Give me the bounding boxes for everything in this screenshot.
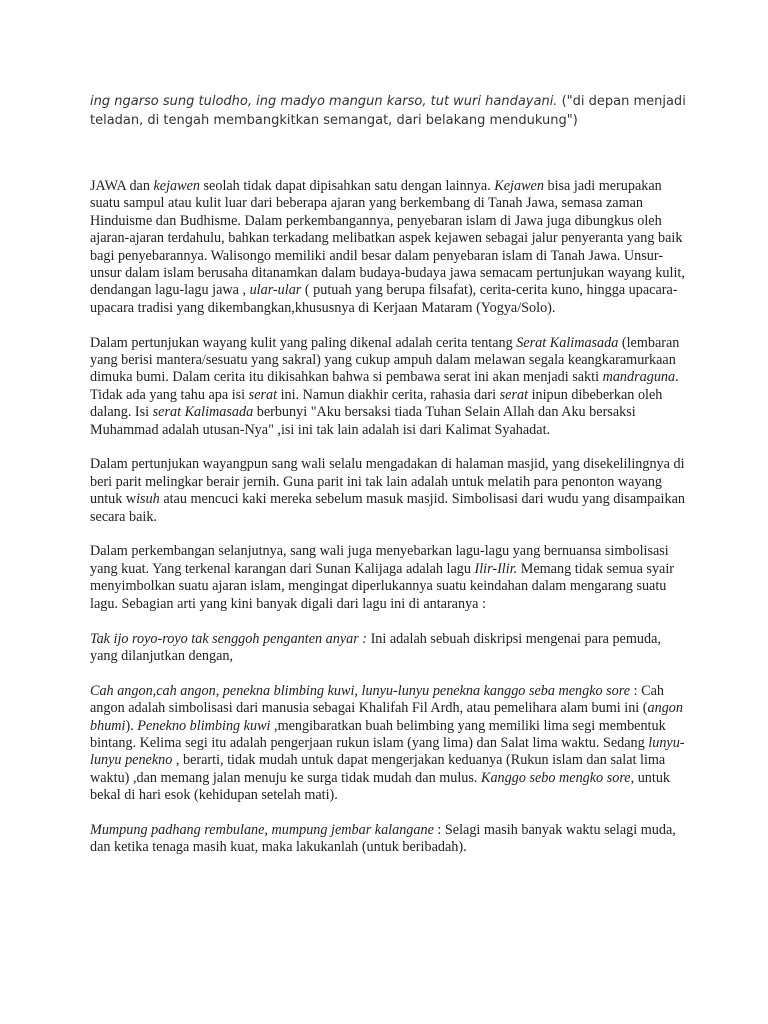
italic-term: angon bhumi <box>90 700 683 734</box>
text-run: atau mencuci kaki mereka sebelum masuk masjid. Simbolisasi dari wudu yang disampaikan secara baik. <box>90 491 685 525</box>
paragraph-7 <box>90 822 688 857</box>
text-run: bisa jadi merupakan suatu sampul atau kulit luar dari beberapa ajaran yang berkembang di Tanah Jawa, semasa zaman Hinduisme dan Budhisme. Dalam perkembangannya, penyebaran islam di Jawa juga dibungkus oleh ajaran-ajaran terdahulu, bahkan terkadang melibatkan aspek kejawen sebagai jalur penyeranta yang baik bagi penyebarannya. Walisongo memiliki andil besar dalam penyebaran islam di Tanah Jawa. Unsur-unsur dalam islam berusaha ditanamkan dalam budaya-budaya jawa semacam pertunjukan wayang kulit, dendangan lagu-lagu jawa , <box>90 178 685 299</box>
italic-term: kejawen <box>153 178 200 194</box>
paragraph-5 <box>90 631 688 666</box>
paragraph-3 <box>90 456 688 526</box>
text-run: ,mengibaratkan buah belimbing yang memiliki lima segi membentuk bintang. Kelima segi itu adalah pengerjaan rukun islam (yang lima) dan Salat lima waktu. Sedang <box>90 717 666 751</box>
italic-term: isuh <box>136 491 160 508</box>
italic-term: serat <box>248 386 278 403</box>
text-run: . Tidak ada yang tahu apa isi <box>90 369 679 403</box>
italic-term: Serat Kalimasada <box>516 334 619 351</box>
article-body <box>90 178 688 874</box>
text-run: , berarti, tidak mudah untuk dapat mengerjakan keduanya (Rukun islam dan salat lima waktu) ,dan memang jalan menuju ke surga tidak mudah dan mulus. <box>90 752 666 786</box>
italic-term: Penekno blimbing kuwi <box>137 717 271 734</box>
text-run: berbunyi "Aku bersaksi tiada Tuhan Selain Allah dan Aku bersaksi Muhammad adalah utusan-Nya" ,isi ini tak lain adalah isi dari Kalimat Syahadat. <box>90 404 636 438</box>
italic-term: Tak ijo royo-royo tak senggoh penganten anyar : <box>90 630 368 647</box>
quote-translation: ("di depan menjadi teladan, di tengah membangkitkan semangat, dari belakang mendukung") <box>90 94 686 128</box>
italic-term: lunyu-lunyu penekno <box>90 734 685 769</box>
italic-term: Kejawen <box>494 178 544 194</box>
italic-term: ular-ular <box>249 282 302 299</box>
italic-term: serat Kalimasada <box>152 404 254 421</box>
paragraph-4 <box>90 543 688 613</box>
italic-term: mandraguna <box>602 369 676 386</box>
paragraph-2 <box>90 335 688 439</box>
text-run: ). <box>125 717 138 734</box>
quote-italic: ing ngarso sung tulodho, ing madyo mangun karso, tut wuri handayani. <box>90 94 558 109</box>
text-run: Dalam pertunjukan wayang kulit yang paling dikenal adalah cerita tentang <box>90 334 517 351</box>
text-run: inipun dibeberkan oleh dalang. Isi <box>90 386 663 421</box>
text-run: JAWA dan <box>90 178 154 194</box>
text-run: , untuk bekal di hari esok (kehidupan setelah mati). <box>90 769 671 804</box>
text-run: (lembaran yang berisi mantera/sesuatu yang sakral) yang cukup ampuh dalam melawan segala keangkaramurkaan dimuka bumi. Dalam cerita itu dikisahkan bahwa si pembawa serat ini akan menjadi sakti <box>90 334 680 386</box>
italic-term: Kanggo sebo mengko sore <box>481 769 631 786</box>
paragraph-6 <box>90 683 688 805</box>
italic-term: serat <box>499 386 529 403</box>
text-run: Ini adalah sebuah diskripsi mengenai para pemuda, yang dilanjutkan dengan, <box>90 630 661 664</box>
text-run: : Cah angon adalah simbolisasi dari manusia sebagai Khalifah Fil Ardh, atau pemelihara alam bumi ini ( <box>90 682 664 717</box>
text-run: Dalam pertunjukan wayangpun sang wali selalu mengadakan di halaman masjid, yang disekelilingnya di beri parit melingkar berair jernih. Guna parit ini tak lain adalah untuk melatih para penonton wayang untuk w <box>90 456 685 508</box>
text-run: Dalam perkembangan selanjutnya, sang wali juga menyebarkan lagu-lagu yang bernuansa simbolisasi yang kuat. Yang terkenal karangan dari Sunan Kalijaga adalah lagu <box>90 543 669 577</box>
text-run: : Selagi masih banyak waktu selagi muda, dan ketika tenaga masih kuat, maka lakukanlah (untuk beribadah). <box>90 821 676 856</box>
italic-term: Cah angon,cah angon, penekna blimbing kuwi, lunyu-lunyu penekna kanggo seba mengko sore <box>90 682 631 699</box>
text-run: seolah tidak dapat dipisahkan satu dengan lainnya. <box>199 178 495 194</box>
text-run: ini. Namun diakhir cerita, rahasia dari <box>277 386 500 403</box>
italic-term: Mumpung padhang rembulane, mumpung jembar kalangane <box>90 821 434 838</box>
opening-quote <box>90 92 690 130</box>
text-run: Memang tidak semua syair menyimbolkan suatu ajaran islam, mengingat diperlukannya suatu keindahan dalam mengarang suatu lagu. Sebagian arti yang kini banyak digali dari lagu ini di antaranya : <box>90 560 674 612</box>
text-run: ( putuah yang berupa filsafat), cerita-cerita kuno, hingga upacara-upacara tradisi yang dikembangkan,khususnya di Kerjaan Mataram (Yogya/Solo). <box>90 282 678 316</box>
italic-term: Ilir-Ilir. <box>474 560 518 577</box>
paragraph-1 <box>90 178 688 317</box>
